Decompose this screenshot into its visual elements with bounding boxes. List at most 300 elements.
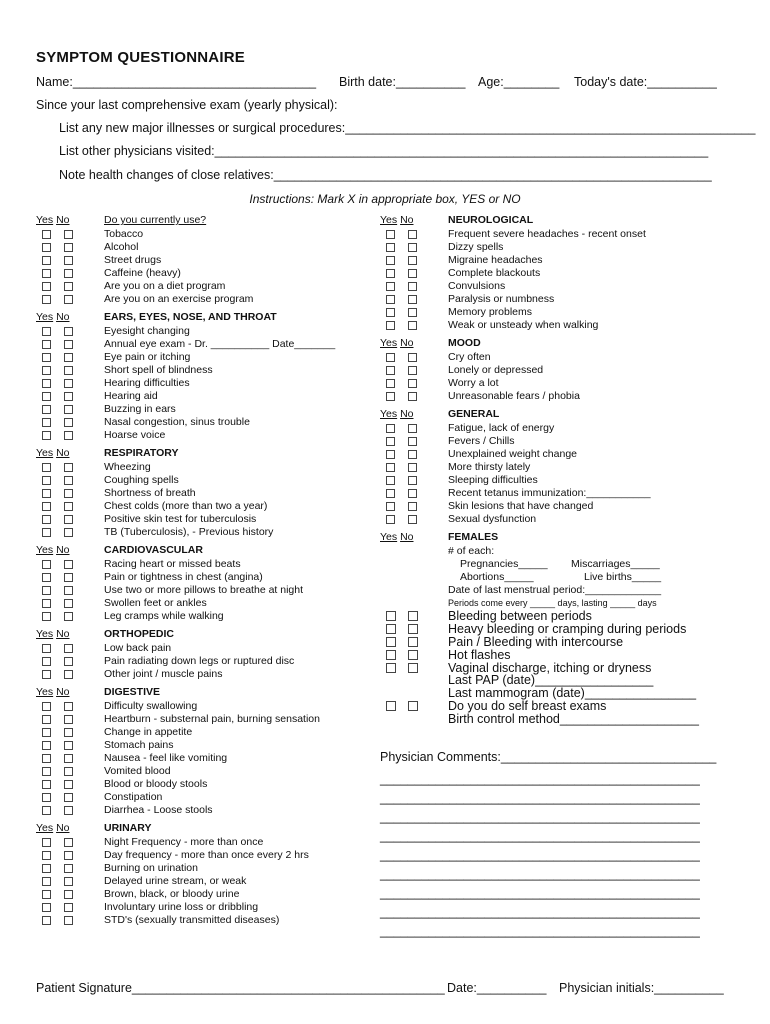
- yes-checkbox[interactable]: [42, 612, 51, 621]
- yes-checkbox[interactable]: [386, 424, 395, 433]
- symptom-row: [380, 500, 750, 513]
- no-checkbox[interactable]: [408, 392, 417, 401]
- symptom-label: Chest colds (more than two a year): [104, 500, 268, 512]
- yes-checkbox[interactable]: [42, 586, 51, 595]
- yes-checkbox[interactable]: [386, 650, 396, 660]
- symptom-label: Short spell of blindness: [104, 364, 213, 376]
- symptom-row: [36, 487, 376, 500]
- yes-checkbox[interactable]: [42, 243, 51, 252]
- yes-checkbox[interactable]: [386, 230, 395, 239]
- symptom-row: [36, 500, 376, 513]
- no-checkbox[interactable]: [64, 366, 73, 375]
- urinary-section-title: URINARY: [104, 822, 152, 834]
- symptom-label: Alcohol: [104, 241, 139, 253]
- yes-checkbox[interactable]: [386, 243, 395, 252]
- symptom-row: [36, 791, 376, 804]
- symptom-row: [36, 642, 376, 655]
- yes-no-header: Yes No: [380, 408, 414, 420]
- symptom-label: Memory problems: [448, 306, 533, 318]
- birth-date-field[interactable]: Birth date:__________: [339, 75, 466, 89]
- symptom-label: Lonely or depressed: [448, 364, 544, 376]
- symptom-label: Leg cramps while walking: [104, 610, 224, 622]
- no-checkbox[interactable]: [408, 366, 417, 375]
- breast-exam-row: [380, 699, 750, 712]
- symptom-label: STD's (sexually transmitted diseases): [104, 914, 280, 926]
- symptom-label: TB (Tuberculosis), - Previous history: [104, 526, 274, 538]
- symptom-row: [36, 228, 376, 241]
- section-eent: [36, 311, 376, 442]
- yes-checkbox[interactable]: [42, 754, 51, 763]
- yes-checkbox[interactable]: [386, 515, 395, 524]
- comment-line[interactable]: ______________________________________________: [380, 867, 700, 881]
- no-checkbox[interactable]: [64, 586, 73, 595]
- symptom-label: Skin lesions that have changed: [448, 500, 594, 512]
- no-checkbox[interactable]: [64, 767, 73, 776]
- section-urinary: [36, 822, 376, 927]
- symptom-label: Unexplained weight change: [448, 448, 578, 460]
- name-field[interactable]: Name:___________________________________: [36, 75, 317, 89]
- symptom-row: [36, 558, 376, 571]
- birth-control-field[interactable]: Birth control method____________________: [448, 712, 699, 726]
- yes-checkbox[interactable]: [386, 663, 396, 673]
- symptom-label: Pain / Bleeding with intercourse: [448, 635, 624, 649]
- symptom-label: Burning on urination: [104, 862, 198, 874]
- symptom-row: [380, 351, 750, 364]
- no-checkbox[interactable]: [64, 877, 73, 886]
- yes-checkbox[interactable]: [386, 366, 395, 375]
- no-checkbox[interactable]: [64, 702, 73, 711]
- no-checkbox[interactable]: [408, 663, 418, 673]
- no-checkbox[interactable]: [408, 379, 417, 388]
- other-physicians-field[interactable]: List other physicians visited:_______________________________________________________________________: [59, 144, 709, 158]
- no-checkbox[interactable]: [408, 282, 417, 291]
- no-checkbox[interactable]: [408, 230, 417, 239]
- symptom-label: Eye pain or itching: [104, 351, 191, 363]
- no-checkbox[interactable]: [408, 650, 418, 660]
- no-checkbox[interactable]: [64, 754, 73, 763]
- yes-checkbox[interactable]: [42, 670, 51, 679]
- relatives-health-field[interactable]: Note health changes of close relatives:_______________________________________________________________: [59, 168, 712, 182]
- symptom-label: Hoarse voice: [104, 429, 166, 441]
- symptom-row: [380, 377, 750, 390]
- yes-checkbox[interactable]: [42, 573, 51, 582]
- no-checkbox[interactable]: [64, 612, 73, 621]
- symptom-label: Fevers / Chills: [448, 435, 515, 447]
- no-checkbox[interactable]: [64, 282, 73, 291]
- yes-checkbox[interactable]: [386, 611, 396, 621]
- no-checkbox[interactable]: [64, 256, 73, 265]
- since-exam-label: Since your last comprehensive exam (yearly physical):: [36, 98, 338, 112]
- yes-checkbox[interactable]: [386, 295, 395, 304]
- no-checkbox[interactable]: [408, 489, 417, 498]
- yes-no-header: Yes No: [380, 531, 414, 543]
- symptom-row: [36, 267, 376, 280]
- symptom-label: Sexual dysfunction: [448, 513, 537, 525]
- no-checkbox[interactable]: [64, 806, 73, 815]
- yes-checkbox[interactable]: [42, 463, 51, 472]
- physician-initials-field[interactable]: Physician initials:__________: [559, 981, 724, 995]
- symptom-label: Hearing aid: [104, 390, 158, 402]
- symptom-label: Fatigue, lack of energy: [448, 422, 555, 434]
- no-checkbox[interactable]: [64, 670, 73, 679]
- yes-checkbox[interactable]: [42, 702, 51, 711]
- symptom-row: [36, 875, 376, 888]
- symptom-label: Other joint / muscle pains: [104, 668, 223, 680]
- yes-checkbox[interactable]: [386, 437, 395, 446]
- symptom-label: Nausea - feel like vomiting: [104, 752, 228, 764]
- yes-checkbox[interactable]: [42, 793, 51, 802]
- symptom-row: [380, 267, 750, 280]
- yes-checkbox[interactable]: [42, 780, 51, 789]
- yes-no-header: Yes No: [36, 447, 70, 459]
- symptom-row: [380, 280, 750, 293]
- yes-checkbox[interactable]: [42, 379, 51, 388]
- yes-checkbox[interactable]: [42, 728, 51, 737]
- no-checkbox[interactable]: [64, 230, 73, 239]
- no-checkbox[interactable]: [64, 243, 73, 252]
- symptom-row: [36, 888, 376, 901]
- section-females: [380, 531, 750, 608]
- yes-no-header: Yes No: [36, 544, 70, 556]
- yes-checkbox[interactable]: [42, 599, 51, 608]
- symptom-label: Annual eye exam - Dr. __________ Date_______: [104, 338, 336, 350]
- symptom-row: [36, 416, 376, 429]
- no-checkbox[interactable]: [408, 308, 417, 317]
- yes-checkbox[interactable]: [386, 637, 396, 647]
- comment-line[interactable]: ______________________________________________: [380, 848, 700, 862]
- symptom-row: [380, 448, 750, 461]
- use-section-title: Do you currently use?: [104, 214, 207, 226]
- yes-checkbox[interactable]: [386, 282, 395, 291]
- symptom-row: [36, 765, 376, 778]
- no-checkbox[interactable]: [64, 728, 73, 737]
- yes-checkbox[interactable]: [42, 560, 51, 569]
- symptom-label: Dizzy spells: [448, 241, 504, 253]
- yes-checkbox[interactable]: [386, 489, 395, 498]
- symptom-label: Bleeding between periods: [448, 609, 592, 623]
- no-checkbox[interactable]: [64, 560, 73, 569]
- symptom-label: Brown, black, or bloody urine: [104, 888, 240, 900]
- symptom-label: Low back pain: [104, 642, 172, 654]
- no-checkbox[interactable]: [408, 624, 418, 634]
- symptom-label: Coughing spells: [104, 474, 179, 486]
- no-checkbox[interactable]: [408, 502, 417, 511]
- yes-no-header: Yes No: [36, 628, 70, 640]
- symptom-label: Pain or tightness in chest (angina): [104, 571, 263, 583]
- symptom-row: [36, 713, 376, 726]
- no-checkbox[interactable]: [64, 379, 73, 388]
- section-current-use: [36, 214, 376, 306]
- yes-checkbox[interactable]: [42, 715, 51, 724]
- section-digestive: [36, 686, 376, 817]
- symptom-row: [380, 609, 750, 622]
- periods-field[interactable]: Periods come every _____ days, lasting _____ days: [448, 598, 657, 608]
- yes-checkbox[interactable]: [386, 463, 395, 472]
- section-cardiovascular: [36, 544, 376, 623]
- yes-checkbox[interactable]: [386, 450, 395, 459]
- symptom-row: [36, 804, 376, 817]
- no-checkbox[interactable]: [64, 715, 73, 724]
- no-checkbox[interactable]: [64, 340, 73, 349]
- symptom-label: Buzzing in ears: [104, 403, 176, 415]
- symptom-label: Street drugs: [104, 254, 162, 266]
- yes-checkbox[interactable]: [42, 256, 51, 265]
- no-checkbox[interactable]: [64, 502, 73, 511]
- yes-checkbox[interactable]: [42, 657, 51, 666]
- todays-date-field[interactable]: Today's date:__________: [574, 75, 717, 89]
- yes-no-header: Yes No: [380, 214, 414, 226]
- physician-comments-label: Physician Comments:_______________________________: [380, 750, 717, 764]
- no-checkbox[interactable]: [408, 353, 417, 362]
- no-checkbox[interactable]: [408, 437, 417, 446]
- yes-checkbox[interactable]: [42, 851, 51, 860]
- yes-checkbox[interactable]: [386, 353, 395, 362]
- symptom-row: [36, 254, 376, 267]
- symptom-row: [36, 700, 376, 713]
- no-checkbox[interactable]: [64, 851, 73, 860]
- no-checkbox[interactable]: [64, 489, 73, 498]
- yes-checkbox[interactable]: [42, 903, 51, 912]
- no-checkbox[interactable]: [64, 903, 73, 912]
- symptom-label: Heartburn - substernal pain, burning sensation: [104, 713, 320, 725]
- symptom-row: [36, 610, 376, 623]
- symptom-row: [380, 622, 750, 635]
- no-checkbox[interactable]: [64, 353, 73, 362]
- symptom-row: [380, 461, 750, 474]
- yes-checkbox[interactable]: [42, 528, 51, 537]
- symptom-label: Positive skin test for tuberculosis: [104, 513, 257, 525]
- yes-checkbox[interactable]: [42, 340, 51, 349]
- no-checkbox[interactable]: [64, 780, 73, 789]
- no-checkbox[interactable]: [64, 644, 73, 653]
- new-illnesses-field[interactable]: List any new major illnesses or surgical procedures:___________________________________________________________: [59, 121, 756, 135]
- comment-line[interactable]: ______________________________________________: [380, 772, 700, 786]
- symptom-row: [36, 461, 376, 474]
- yes-no-header: Yes No: [36, 311, 70, 323]
- no-checkbox[interactable]: [64, 573, 73, 582]
- comment-line[interactable]: ______________________________________________: [380, 791, 700, 805]
- symptom-label: Hot flashes: [448, 648, 511, 662]
- comment-line[interactable]: ______________________________________________: [380, 924, 700, 938]
- yes-checkbox[interactable]: [386, 269, 395, 278]
- symptom-row: [380, 435, 750, 448]
- yes-checkbox[interactable]: [42, 405, 51, 414]
- no-checkbox[interactable]: [64, 327, 73, 336]
- symptom-row: [36, 377, 376, 390]
- symptom-label: Eyesight changing: [104, 325, 190, 337]
- no-checkbox[interactable]: [64, 418, 73, 427]
- last-mammogram-field[interactable]: Last mammogram (date)________________: [448, 686, 697, 700]
- page-title: SYMPTOM QUESTIONNAIRE: [36, 49, 245, 66]
- yes-checkbox[interactable]: [386, 256, 395, 265]
- comment-line[interactable]: ______________________________________________: [380, 905, 700, 919]
- yes-checkbox[interactable]: [386, 308, 395, 317]
- no-checkbox[interactable]: [64, 515, 73, 524]
- yes-checkbox[interactable]: [42, 489, 51, 498]
- breast-exam-yes-checkbox[interactable]: [386, 701, 396, 711]
- yes-checkbox[interactable]: [386, 624, 396, 634]
- no-checkbox[interactable]: [64, 657, 73, 666]
- breast-exam-no-checkbox[interactable]: [408, 701, 418, 711]
- no-checkbox[interactable]: [64, 392, 73, 401]
- yes-checkbox[interactable]: [42, 418, 51, 427]
- yes-no-header: Yes No: [36, 822, 70, 834]
- no-checkbox[interactable]: [408, 256, 417, 265]
- yes-checkbox[interactable]: [42, 767, 51, 776]
- no-checkbox[interactable]: [64, 793, 73, 802]
- live-births-field[interactable]: Live births_____: [584, 571, 662, 583]
- symptom-row: [36, 241, 376, 254]
- females-title: FEMALES: [448, 531, 499, 543]
- symptom-label: Paralysis or numbness: [448, 293, 555, 305]
- symptom-row: [36, 474, 376, 487]
- yes-checkbox[interactable]: [386, 379, 395, 388]
- last-period-field[interactable]: Date of last menstrual period:_____________: [448, 584, 662, 596]
- yes-checkbox[interactable]: [42, 230, 51, 239]
- age-field[interactable]: Age:________: [478, 75, 560, 89]
- yes-checkbox[interactable]: [42, 502, 51, 511]
- symptom-row: [380, 293, 750, 306]
- no-checkbox[interactable]: [408, 295, 417, 304]
- no-checkbox[interactable]: [408, 321, 417, 330]
- section-general: [380, 408, 750, 526]
- symptom-row: [36, 293, 376, 306]
- symptom-label: Migraine headaches: [448, 254, 543, 266]
- resp-section-title: RESPIRATORY: [104, 447, 179, 459]
- yes-checkbox[interactable]: [386, 321, 395, 330]
- comment-line[interactable]: ______________________________________________: [380, 886, 700, 900]
- instructions: Instructions: Mark X in appropriate box, YES or NO: [249, 192, 521, 206]
- no-checkbox[interactable]: [408, 243, 417, 252]
- yes-checkbox[interactable]: [42, 327, 51, 336]
- symptom-label: Pain radiating down legs or ruptured disc: [104, 655, 295, 667]
- symptom-label: Diarrhea - Loose stools: [104, 804, 213, 816]
- miscarriages-field[interactable]: Miscarriages_____: [571, 558, 660, 570]
- symptom-row: [36, 778, 376, 791]
- symptom-label: Constipation: [104, 791, 163, 803]
- symptom-label: Stomach pains: [104, 739, 174, 751]
- yes-checkbox[interactable]: [42, 515, 51, 524]
- females-items: [380, 609, 750, 674]
- yes-checkbox[interactable]: [42, 476, 51, 485]
- symptom-row: [380, 648, 750, 661]
- yes-checkbox[interactable]: [42, 366, 51, 375]
- symptom-row: [380, 319, 750, 332]
- yes-checkbox[interactable]: [42, 295, 51, 304]
- symptom-row: [380, 635, 750, 648]
- symptom-label: Involuntary urine loss or dribbling: [104, 901, 259, 913]
- yes-checkbox[interactable]: [42, 864, 51, 873]
- symptom-label: Blood or bloody stools: [104, 778, 208, 790]
- symptom-row: [36, 364, 376, 377]
- no-checkbox[interactable]: [64, 838, 73, 847]
- symptom-label: Heavy bleeding or cramping during periods: [448, 622, 687, 636]
- symptom-row: [380, 513, 750, 526]
- no-checkbox[interactable]: [64, 528, 73, 537]
- pregnancies-field[interactable]: Pregnancies_____: [460, 558, 548, 570]
- no-checkbox[interactable]: [64, 599, 73, 608]
- yes-checkbox[interactable]: [42, 741, 51, 750]
- no-checkbox[interactable]: [64, 463, 73, 472]
- symptom-row: [36, 739, 376, 752]
- no-checkbox[interactable]: [408, 269, 417, 278]
- no-checkbox[interactable]: [408, 476, 417, 485]
- yes-checkbox[interactable]: [386, 392, 395, 401]
- no-checkbox[interactable]: [64, 269, 73, 278]
- symptom-row: [36, 429, 376, 442]
- yes-checkbox[interactable]: [42, 877, 51, 886]
- yes-checkbox[interactable]: [42, 916, 51, 925]
- footer-date-field[interactable]: Date:__________: [447, 981, 547, 995]
- yes-checkbox[interactable]: [386, 476, 395, 485]
- yes-checkbox[interactable]: [42, 353, 51, 362]
- symptom-label: Day frequency - more than once every 2 hrs: [104, 849, 309, 861]
- symptom-label: Recent tetanus immunization:___________: [448, 487, 651, 499]
- symptom-label: More thirsty lately: [448, 461, 531, 473]
- symptom-label: Shortness of breath: [104, 487, 196, 499]
- symptom-row: [36, 914, 376, 927]
- abortions-field[interactable]: Abortions_____: [460, 571, 534, 583]
- no-checkbox[interactable]: [64, 405, 73, 414]
- no-checkbox[interactable]: [408, 450, 417, 459]
- each-label: # of each:: [448, 545, 495, 557]
- symptom-label: Night Frequency - more than once: [104, 836, 264, 848]
- patient-signature-field[interactable]: Patient Signature_____________________________________________: [36, 981, 445, 995]
- no-checkbox[interactable]: [64, 864, 73, 873]
- no-checkbox[interactable]: [64, 916, 73, 925]
- neuro-section-title: NEUROLOGICAL: [448, 214, 534, 226]
- symptom-row: [36, 597, 376, 610]
- symptom-row: [380, 241, 750, 254]
- digest-section-title: DIGESTIVE: [104, 686, 161, 698]
- no-checkbox[interactable]: [64, 890, 73, 899]
- no-checkbox[interactable]: [408, 424, 417, 433]
- symptom-row: [36, 280, 376, 293]
- section-orthopedic: [36, 628, 376, 681]
- no-checkbox[interactable]: [64, 431, 73, 440]
- comment-line[interactable]: ______________________________________________: [380, 829, 700, 843]
- yes-no-header: Yes No: [36, 214, 70, 226]
- comment-line[interactable]: ______________________________________________: [380, 810, 700, 824]
- no-checkbox[interactable]: [408, 463, 417, 472]
- no-checkbox[interactable]: [64, 295, 73, 304]
- yes-checkbox[interactable]: [42, 269, 51, 278]
- yes-checkbox[interactable]: [42, 392, 51, 401]
- symptom-row: [36, 351, 376, 364]
- symptom-row: [36, 849, 376, 862]
- yes-checkbox[interactable]: [386, 502, 395, 511]
- yes-checkbox[interactable]: [42, 431, 51, 440]
- yes-checkbox[interactable]: [42, 838, 51, 847]
- ortho-section-title: ORTHOPEDIC: [104, 628, 175, 640]
- no-checkbox[interactable]: [408, 515, 417, 524]
- symptom-row: [36, 752, 376, 765]
- symptom-row: [380, 422, 750, 435]
- symptom-label: Swollen feet or ankles: [104, 597, 207, 609]
- general-section-title: GENERAL: [448, 408, 500, 420]
- no-checkbox[interactable]: [408, 611, 418, 621]
- no-checkbox[interactable]: [64, 476, 73, 485]
- yes-checkbox[interactable]: [42, 806, 51, 815]
- yes-checkbox[interactable]: [42, 644, 51, 653]
- no-checkbox[interactable]: [408, 637, 418, 647]
- yes-checkbox[interactable]: [42, 890, 51, 899]
- no-checkbox[interactable]: [64, 741, 73, 750]
- yes-checkbox[interactable]: [42, 282, 51, 291]
- last-pap-field[interactable]: Last PAP (date)_________________: [448, 673, 654, 687]
- symptom-label: Difficulty swallowing: [104, 700, 198, 712]
- symptom-label: Nasal congestion, sinus trouble: [104, 416, 250, 428]
